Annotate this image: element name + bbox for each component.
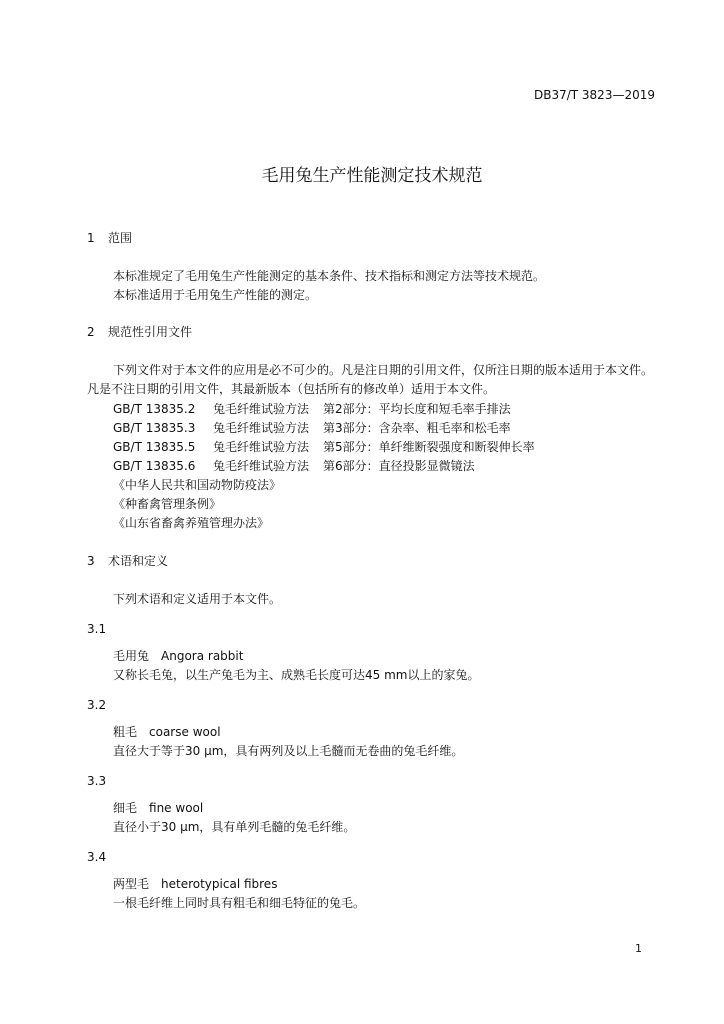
- section-title: 范围: [108, 231, 133, 245]
- reference-code: GB/T 13835.6: [113, 459, 196, 473]
- reference-item: [113, 400, 511, 418]
- reference-code: GB/T 13835.5: [113, 440, 196, 454]
- scope-paragraph-1: 本标准规定了毛用兔生产性能测定的基本条件、技术指标和测定方法等技术规范。: [113, 269, 546, 283]
- section-title: 术语和定义: [108, 554, 169, 568]
- term-en: Angora rabbit: [161, 649, 244, 663]
- term-en: heterotypical fibres: [161, 877, 278, 891]
- page-number: 1: [635, 942, 642, 955]
- section-number: 2: [87, 325, 95, 339]
- reference-part: 第5部分：单纤维断裂强度和断裂伸长率: [323, 440, 535, 454]
- section-number: 3: [87, 554, 95, 568]
- terms-intro: 下列术语和定义适用于本文件。: [113, 592, 282, 606]
- term-zh: 两型毛: [113, 877, 150, 891]
- term-zh: 粗毛: [113, 725, 138, 739]
- term-number: 3.1: [87, 622, 107, 636]
- term-number: 3.3: [87, 774, 107, 788]
- section-number: 1: [87, 231, 95, 245]
- reference-name: 兔毛纤维试验方法: [213, 421, 310, 435]
- reference-code: GB/T 13835.2: [113, 402, 196, 416]
- standard-number: DB37/T 3823—2019: [533, 88, 655, 102]
- reference-item: [113, 438, 535, 456]
- section-title: 规范性引用文件: [108, 325, 193, 339]
- term-zh: 细毛: [113, 801, 138, 815]
- reference-name: 兔毛纤维试验方法: [213, 402, 310, 416]
- reference-item: [113, 419, 511, 437]
- term-heading: [113, 723, 221, 741]
- normative-intro: 下列文件对于本文件的应用是必不可少的。凡是注日期的引用文件，仅所注日期的版本适用于本文件。凡是不注日期的引用文件，其最新版本（包括所有的修改单）适用于本文件。: [87, 363, 654, 396]
- scope-paragraph-2: 本标准适用于毛用兔生产性能的测定。: [113, 288, 318, 302]
- law-reference: 《中华人民共和国动物防疫法》: [113, 478, 282, 492]
- section-2-heading: [87, 323, 192, 341]
- term-en: coarse wool: [149, 725, 221, 739]
- term-number: 3.4: [87, 850, 107, 864]
- term-number: 3.2: [87, 698, 107, 712]
- term-zh: 毛用兔: [113, 649, 150, 663]
- term-en: fine wool: [149, 801, 204, 815]
- term-heading: [113, 799, 203, 817]
- section-3-heading: [87, 552, 168, 570]
- reference-part: 第3部分：含杂率、粗毛率和松毛率: [323, 421, 511, 435]
- section-1-heading: [87, 229, 132, 247]
- term-heading: [113, 647, 243, 665]
- term-definition: 直径大于等于30 μm，具有两列及以上毛髓而无卷曲的兔毛纤维。: [113, 744, 464, 758]
- document-title: 毛用兔生产性能测定技术规范: [261, 166, 483, 186]
- reference-part: 第6部分：直径投影显微镜法: [323, 459, 475, 473]
- reference-name: 兔毛纤维试验方法: [213, 440, 310, 454]
- law-reference: 《种畜禽管理条例》: [113, 497, 222, 511]
- law-reference: 《山东省畜禽养殖管理办法》: [113, 516, 270, 530]
- term-definition: 一根毛纤维上同时具有粗毛和细毛特征的兔毛。: [113, 896, 366, 910]
- term-heading: [113, 875, 277, 893]
- reference-name: 兔毛纤维试验方法: [213, 459, 310, 473]
- reference-item: [113, 457, 475, 475]
- term-definition: 又称长毛兔，以生产兔毛为主、成熟毛长度可达45 mm以上的家兔。: [113, 668, 480, 682]
- reference-code: GB/T 13835.3: [113, 421, 196, 435]
- reference-part: 第2部分：平均长度和短毛率手排法: [323, 402, 511, 416]
- term-definition: 直径小于30 μm，具有单列毛髓的兔毛纤维。: [113, 820, 356, 834]
